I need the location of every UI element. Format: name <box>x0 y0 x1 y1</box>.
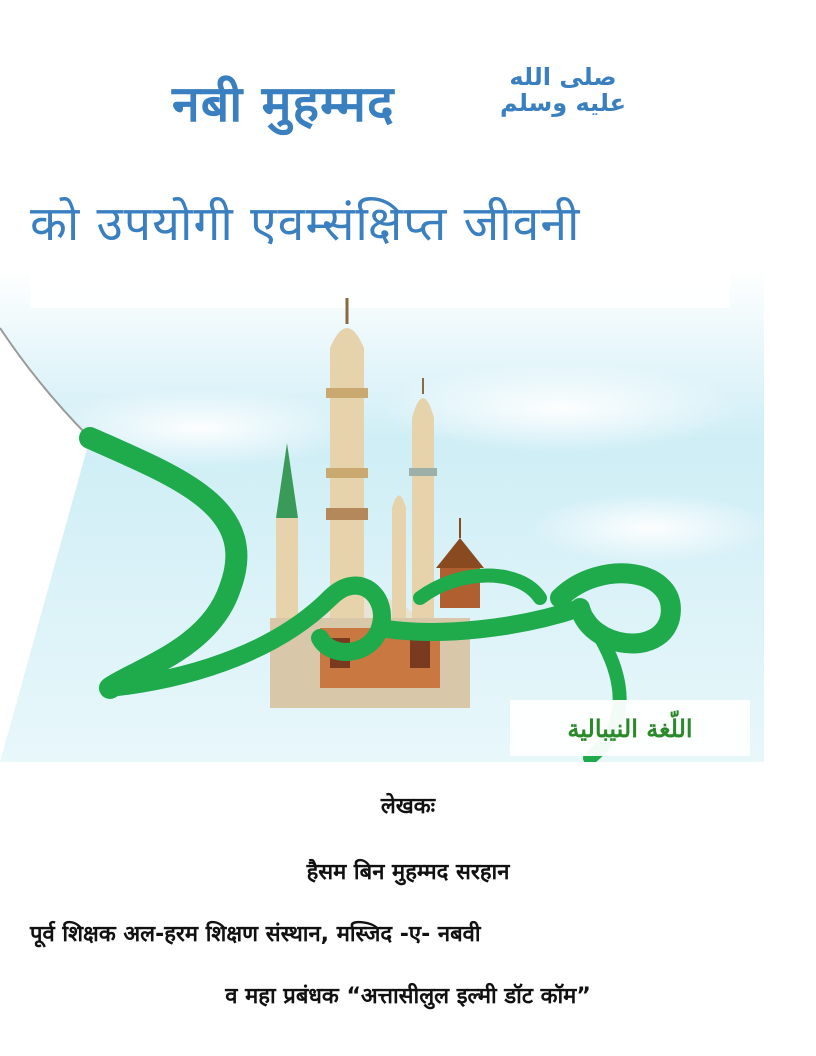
salutation-top: صلى الله <box>509 63 617 91</box>
author-name: हैसम बिन मुहम्मद सरहान <box>306 860 510 885</box>
language-label: اللّغة النيبالية <box>510 700 750 756</box>
author-role-line-1: पूर्व शिक्षक अल-हरम शिक्षण संस्थान, मस्जिद -ए- नबवी <box>30 922 481 947</box>
author-label: लेखकः <box>380 794 436 819</box>
title-line-1: नबी मुहम्मद <box>172 75 395 133</box>
cover-art <box>0 268 764 762</box>
title-line-2: को उपयोगी एवम्संक्षिप्त जीवनी <box>30 196 581 252</box>
salutation-bottom: عليه وسلم <box>500 89 627 117</box>
salutation <box>500 64 626 116</box>
author-role-line-2: व महा प्रबंधक “अत्तासीलुल इल्मी डॉट कॉम” <box>225 984 591 1009</box>
